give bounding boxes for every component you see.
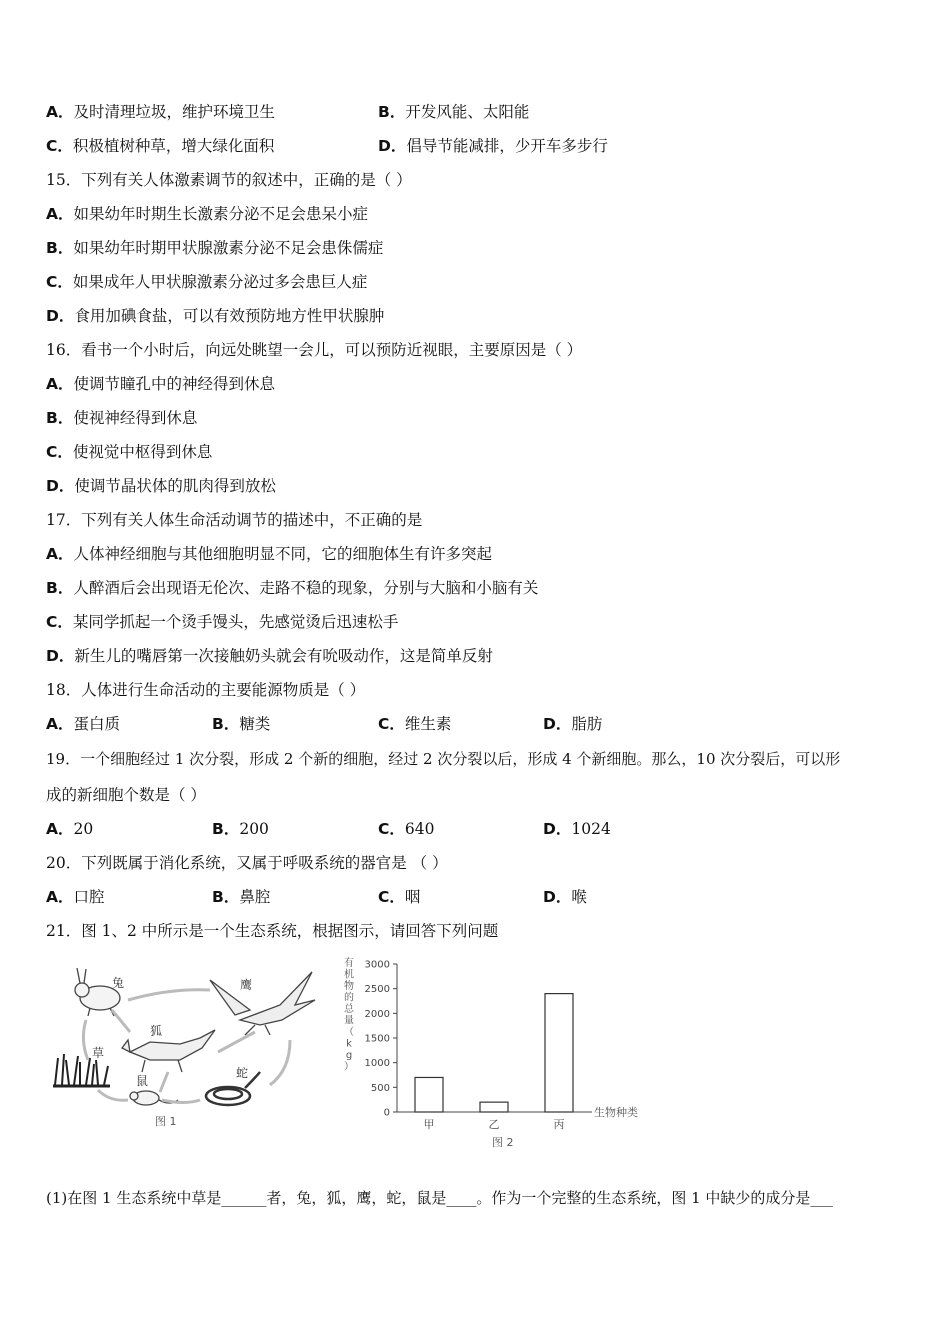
option-label: B．	[46, 239, 74, 257]
option-label: C．	[378, 888, 405, 906]
option-label: D．	[543, 715, 572, 733]
option-text: 食用加碘食盐，可以有效预防地方性甲状腺肿	[74, 307, 385, 325]
q18-option-c	[378, 714, 451, 734]
option-label: A．	[46, 103, 74, 121]
y-axis-label-char: 有	[344, 958, 354, 969]
q16-option-a	[46, 374, 275, 394]
option-text: 人体神经细胞与其他细胞明显不同，它的细胞体生有许多突起	[73, 545, 493, 563]
bars	[415, 994, 573, 1112]
q20-option-c	[378, 887, 420, 907]
fox-icon	[122, 1030, 215, 1072]
q14-option-b	[378, 102, 529, 122]
option-label: A．	[46, 205, 74, 223]
option-label: B．	[378, 103, 406, 121]
option-label: D．	[543, 888, 572, 906]
option-label: B．	[46, 579, 74, 597]
q17-stem: 17．下列有关人体生命活动调节的描述中，不正确的是	[46, 511, 423, 529]
option-text: 如果幼年时期生长激素分泌不足会患呆小症	[73, 205, 369, 223]
option-label: C．	[378, 820, 405, 838]
y-axis-label-char: g	[345, 1050, 353, 1061]
bar-甲	[415, 1077, 443, 1112]
option-text: 如果成年人甲状腺激素分泌过多会患巨人症	[72, 273, 368, 291]
option-text: 使调节瞳孔中的神经得到休息	[73, 375, 276, 393]
q15-stem: 15．下列有关人体激素调节的叙述中，正确的是（ ）	[46, 171, 412, 189]
y-tick-label: 2000	[364, 1008, 390, 1020]
option-text: 200	[239, 820, 269, 838]
snake-icon	[206, 1072, 260, 1105]
q14-option-c	[46, 136, 274, 156]
q15-option-a	[46, 204, 368, 224]
q19-stem-line1: 19．一个细胞经过 1 次分裂，形成 2 个新的细胞，经过 2 次分裂以后，形成 4 个新细胞。那么，10 次分裂后，可以形	[46, 750, 841, 768]
q17-option-d	[46, 646, 493, 666]
y-axis-label-char: 的	[344, 992, 354, 1004]
q19-stem-line2: 成的新细胞个数是（ ）	[46, 786, 206, 804]
figure-2-caption: 图 2	[492, 1136, 514, 1149]
option-text: 新生儿的嘴唇第一次接触奶头就会有吮吸动作，这是简单反射	[74, 647, 493, 665]
eagle-label: 鹰	[240, 978, 253, 992]
y-axis-label-char: （	[344, 1027, 354, 1038]
q18-option-a	[46, 714, 120, 734]
q20-stem: 20．下列既属于消化系统，又属于呼吸系统的器官是 （ ）	[46, 854, 448, 872]
q21-stem: 21．图 1、2 中所示是一个生态系统，根据图示，请回答下列问题	[46, 922, 499, 940]
option-label: A．	[46, 545, 74, 563]
option-label: C．	[378, 715, 405, 733]
option-label: C．	[46, 273, 73, 291]
bar-乙	[480, 1102, 508, 1112]
q15-option-d	[46, 306, 384, 326]
figure-1-caption: 图 1	[155, 1115, 177, 1128]
option-label: D．	[46, 477, 75, 495]
option-label: A．	[46, 888, 74, 906]
x-ticks	[424, 1118, 565, 1131]
option-label: B．	[212, 715, 240, 733]
option-label: D．	[46, 647, 75, 665]
figure-1-food-web	[50, 960, 330, 1130]
x-tick-label: 丙	[553, 1118, 565, 1131]
option-label: B．	[212, 888, 240, 906]
option-text: 积极植树种草，增大绿化面积	[72, 137, 275, 155]
y-tick-label: 0	[383, 1107, 390, 1119]
bar-丙	[545, 994, 573, 1112]
y-axis-label-char: 总	[344, 1004, 354, 1015]
option-text: 使调节晶状体的肌肉得到放松	[74, 477, 276, 495]
q20-option-b	[212, 887, 270, 907]
q21-sub1: (1)在图 1 生态系统中草是______者，兔，狐，鹰，蛇，鼠是____。作为一个完整的生态系统，图 1 中缺少的成分是___	[46, 1189, 833, 1207]
option-label: C．	[46, 137, 73, 155]
bar-chart-svg	[335, 950, 655, 1155]
q15-option-b	[46, 238, 383, 258]
option-label: D．	[378, 137, 407, 155]
y-tick-label: 3000	[364, 959, 390, 971]
rabbit-label: 兔	[112, 976, 125, 990]
option-text: 1024	[571, 820, 611, 838]
q18-stem: 18．人体进行生命活动的主要能源物质是（ ）	[46, 681, 366, 699]
q14-option-a	[46, 102, 275, 122]
q19-option-c	[378, 819, 434, 839]
option-label: C．	[46, 443, 73, 461]
x-axis-label: 生物种类	[594, 1106, 638, 1119]
option-label: A．	[46, 820, 74, 838]
q16-stem: 16．看书一个小时后，向远处眺望一会儿，可以预防近视眼，主要原因是（ ）	[46, 341, 583, 359]
option-text: 20	[73, 820, 94, 838]
option-label: C．	[46, 613, 73, 631]
q15-option-c	[46, 272, 367, 292]
y-axis-label-char: 物	[344, 981, 354, 992]
option-label: A．	[46, 715, 74, 733]
option-text: 及时清理垃圾，维护环境卫生	[73, 103, 276, 121]
y-axis-label-char: k	[346, 1038, 352, 1050]
option-text: 维生素	[404, 715, 452, 733]
option-text: 640	[404, 820, 435, 838]
y-tick-label: 500	[370, 1082, 390, 1094]
option-label: B．	[46, 409, 74, 427]
option-text: 脂肪	[571, 715, 603, 733]
q18-option-d	[543, 714, 602, 734]
y-tick-label: 1000	[364, 1058, 390, 1070]
mouse-label: 鼠	[136, 1074, 149, 1088]
y-ticks	[365, 960, 397, 1119]
option-text: 糖类	[239, 715, 271, 733]
option-text: 人醉酒后会出现语无伦次、走路不稳的现象，分别与大脑和小脑有关	[73, 579, 539, 597]
option-label: D．	[46, 307, 75, 325]
option-text: 咽	[404, 888, 421, 906]
q19-option-a	[46, 819, 93, 839]
q18-option-b	[212, 714, 270, 734]
q17-option-c	[46, 612, 398, 632]
x-tick-label: 甲	[423, 1118, 435, 1131]
y-axis-label-char: 机	[344, 969, 354, 981]
option-text: 喉	[571, 888, 587, 906]
figure-2-bar-chart	[335, 950, 655, 1155]
q20-option-a	[46, 887, 105, 907]
q20-option-d	[543, 887, 587, 907]
fox-label: 狐	[150, 1024, 163, 1038]
snake-label: 蛇	[236, 1066, 249, 1080]
y-tick-label: 2500	[364, 984, 390, 996]
q16-option-b	[46, 408, 197, 428]
option-label: B．	[212, 820, 240, 838]
q16-option-d	[46, 476, 276, 496]
option-text: 倡导节能减排，少开车多步行	[406, 137, 608, 155]
q17-option-a	[46, 544, 492, 564]
q19-option-d	[543, 819, 611, 839]
option-text: 某同学抓起一个烫手馒头，先感觉烫后迅速松手	[72, 613, 399, 631]
x-tick-label: 乙	[488, 1118, 500, 1131]
eagle-icon	[210, 972, 315, 1035]
q19-option-b	[212, 819, 269, 839]
grass-label: 草	[92, 1046, 105, 1060]
option-text: 口腔	[73, 888, 105, 906]
q17-option-b	[46, 578, 538, 598]
y-axis-label-char: ）	[344, 1061, 354, 1073]
option-text: 使视神经得到休息	[73, 409, 198, 427]
option-label: D．	[543, 820, 572, 838]
q16-option-c	[46, 442, 212, 462]
option-text: 开发风能、太阳能	[405, 103, 530, 121]
option-text: 使视觉中枢得到休息	[72, 443, 213, 461]
option-text: 蛋白质	[73, 715, 121, 733]
y-tick-label: 1500	[364, 1033, 390, 1045]
y-axis-label	[344, 956, 355, 1073]
q14-option-d	[378, 136, 608, 156]
option-label: A．	[46, 375, 74, 393]
y-axis-label-char: 量	[344, 1015, 354, 1027]
option-text: 如果幼年时期甲状腺激素分泌不足会患侏儒症	[73, 239, 384, 257]
option-text: 鼻腔	[239, 888, 271, 906]
